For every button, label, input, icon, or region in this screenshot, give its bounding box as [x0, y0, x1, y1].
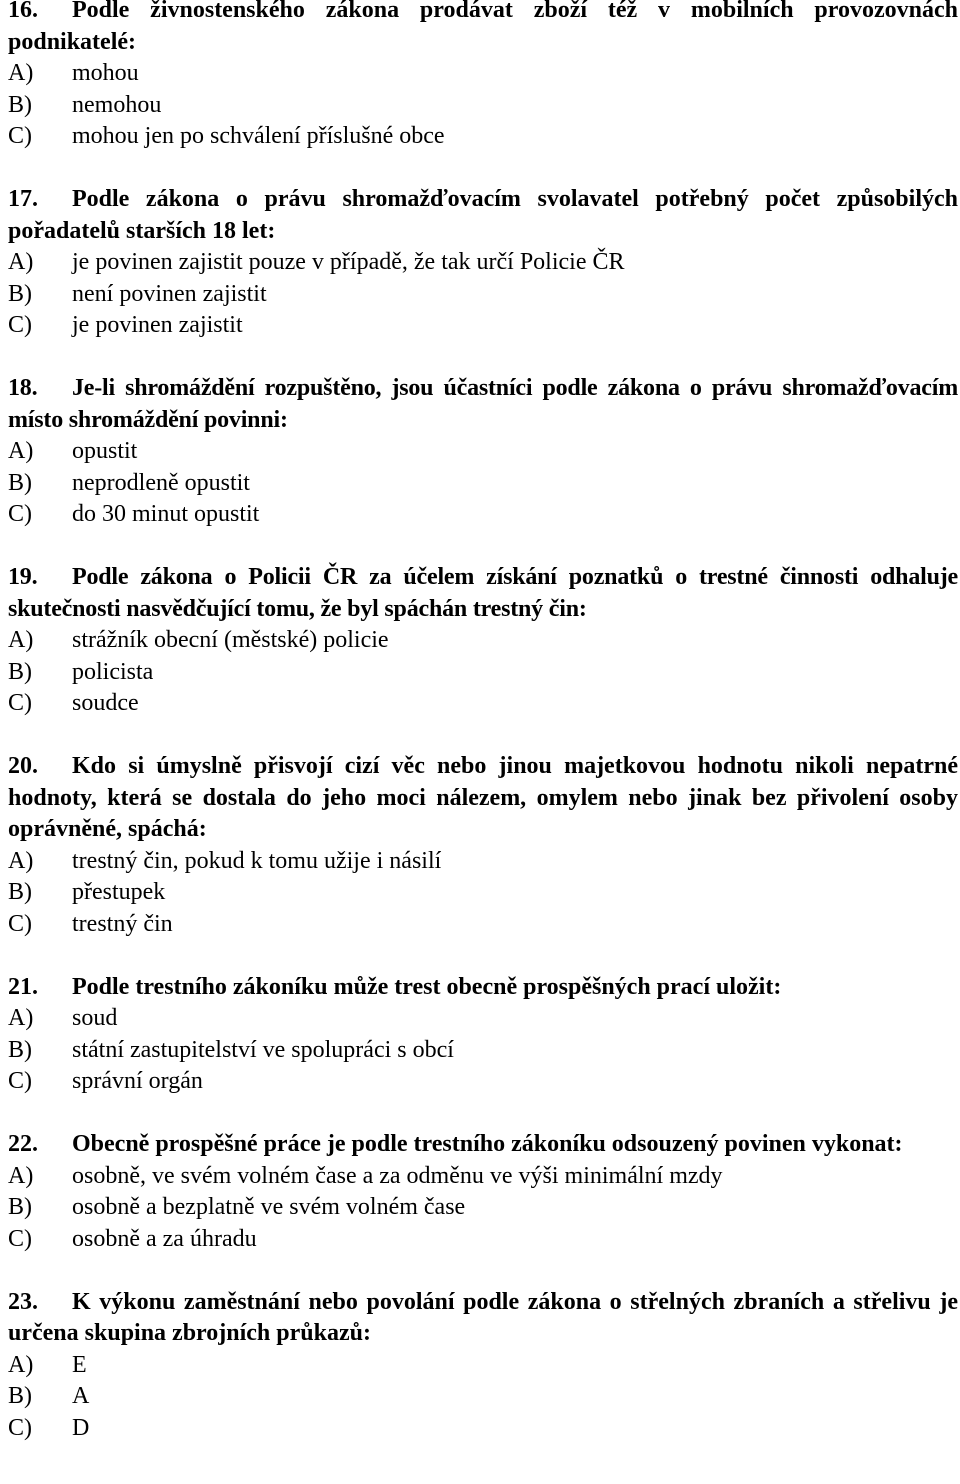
option-text: soud — [72, 1005, 118, 1031]
question-22 — [8, 1129, 958, 1255]
option-letter: B) — [8, 1383, 32, 1409]
answer-option — [8, 657, 958, 689]
question-16 — [8, 0, 958, 153]
option-letter: C) — [8, 1225, 32, 1252]
option-letter: B) — [8, 280, 32, 307]
answer-option — [8, 279, 958, 311]
option-text: D — [72, 1414, 90, 1441]
option-text: trestný čin, pokud k tomu užije i násilí — [72, 847, 442, 874]
answer-option — [8, 247, 958, 279]
option-letter: A) — [8, 1162, 34, 1189]
answer-option — [8, 90, 958, 122]
option-letter: B) — [8, 469, 32, 496]
question-text: Je-li shromáždění rozpuštěno, jsou účastníci podle zákona o právu shromažďovacím místo shromáždění povinni: — [8, 375, 958, 433]
option-letter: C) — [8, 501, 32, 527]
option-letter: C) — [8, 1068, 32, 1094]
answer-option — [8, 688, 958, 720]
question-number: 17. — [8, 186, 38, 212]
option-letter: C) — [8, 123, 32, 149]
option-letter: B) — [8, 879, 32, 905]
option-text: policista — [72, 658, 154, 685]
answer-option — [8, 499, 958, 531]
question-17 — [8, 184, 958, 342]
option-text: osobně a bezplatně ve svém volném čase — [72, 1194, 466, 1220]
option-text: mohou jen po schválení příslušné obce — [72, 123, 445, 149]
option-text: A — [72, 1383, 90, 1409]
option-text: neprodleně opustit — [72, 469, 250, 496]
answer-option — [8, 1381, 958, 1413]
option-letter: A) — [8, 847, 34, 874]
option-text: je povinen zajistit — [72, 312, 243, 338]
answer-option — [8, 468, 958, 500]
answer-option — [8, 877, 958, 909]
question-number: 23. — [8, 1288, 38, 1315]
question-23 — [8, 1287, 958, 1445]
option-text: soudce — [72, 690, 139, 716]
answer-option — [8, 1161, 958, 1193]
question-number: 22. — [8, 1131, 38, 1157]
question-number: 19. — [8, 564, 38, 590]
question-heading — [8, 373, 958, 436]
answer-option — [8, 58, 958, 90]
answer-option — [8, 121, 958, 153]
question-text: Podle zákona o právu shromažďovacím svolavatel potřebný počet způsobilých pořadatelů starších 18 let: — [8, 186, 958, 244]
answer-option — [8, 909, 958, 941]
option-letter: A) — [8, 438, 34, 464]
question-20 — [8, 751, 958, 940]
option-text: státní zastupitelství ve spolupráci s obcí — [72, 1036, 454, 1063]
option-text: opustit — [72, 438, 138, 464]
option-text: osobně, ve svém volném čase a za odměnu ve výši minimální mzdy — [72, 1162, 723, 1189]
question-number: 16. — [8, 0, 38, 23]
option-text: osobně a za úhradu — [72, 1225, 257, 1252]
option-letter: B) — [8, 1194, 32, 1220]
question-number: 18. — [8, 375, 38, 401]
question-18 — [8, 373, 958, 531]
option-text: není povinen zajistit — [72, 280, 267, 307]
option-text: správní orgán — [72, 1068, 203, 1094]
question-text: K výkonu zaměstnání nebo povolání podle zákona o střelných zbraních a střelivu je určena skupina zbrojních průkazů: — [8, 1288, 958, 1346]
option-text: přestupek — [72, 879, 166, 905]
answer-option — [8, 1035, 958, 1067]
answer-option — [8, 1413, 958, 1445]
option-text: do 30 minut opustit — [72, 501, 260, 527]
answer-option — [8, 846, 958, 878]
option-text: mohou — [72, 60, 139, 86]
answer-option — [8, 1003, 958, 1035]
question-heading — [8, 184, 958, 247]
option-text: nemohou — [72, 91, 162, 118]
option-letter: C) — [8, 690, 32, 716]
option-letter: B) — [8, 91, 32, 118]
answer-option — [8, 310, 958, 342]
answer-option — [8, 1066, 958, 1098]
answer-option — [8, 625, 958, 657]
option-letter: B) — [8, 658, 32, 685]
answer-option — [8, 1224, 958, 1256]
question-heading — [8, 751, 958, 846]
question-text: Podle trestního zákoníku může trest obecně prospěšných prací uložit: — [72, 973, 782, 1000]
question-number: 21. — [8, 973, 38, 1000]
option-letter: A) — [8, 1351, 34, 1378]
option-letter: B) — [8, 1036, 32, 1063]
question-number: 20. — [8, 753, 38, 779]
question-heading — [8, 1129, 958, 1161]
question-19 — [8, 562, 958, 720]
option-letter: C) — [8, 1414, 32, 1441]
option-text: strážník obecní (městské) policie — [72, 627, 389, 653]
option-letter: A) — [8, 249, 34, 275]
question-heading — [8, 562, 958, 625]
question-text: Obecně prospěšné práce je podle trestního zákoníku odsouzený povinen vykonat: — [72, 1131, 903, 1157]
option-letter: A) — [8, 60, 34, 86]
option-letter: A) — [8, 627, 34, 653]
question-text: Podle živnostenského zákona prodávat zboží též v mobilních provozovnách podnikatelé: — [8, 0, 958, 55]
question-21 — [8, 972, 958, 1098]
option-text: je povinen zajistit pouze v případě, že tak určí Policie ČR — [72, 249, 625, 275]
option-text: trestný čin — [72, 910, 173, 937]
answer-option — [8, 1192, 958, 1224]
option-letter: C) — [8, 910, 32, 937]
answer-option — [8, 1350, 958, 1382]
option-letter: A) — [8, 1005, 34, 1031]
question-heading — [8, 972, 958, 1004]
answer-option — [8, 436, 958, 468]
question-heading — [8, 1287, 958, 1350]
question-heading — [8, 0, 958, 58]
option-text: E — [72, 1351, 87, 1378]
question-text: Kdo si úmyslně přisvojí cizí věc nebo jinou majetkovou hodnotu nikoli nepatrné hodnoty, která se dostala do jeho moci nálezem, omylem nebo jinak bez přivolení osoby oprávněné, spáchá: — [8, 753, 958, 842]
option-letter: C) — [8, 312, 32, 338]
document-page — [8, 0, 958, 1476]
question-text: Podle zákona o Policii ČR za účelem získání poznatků o trestné činnosti odhaluje skutečnosti nasvědčující tomu, že byl spáchán trestný čin: — [8, 564, 958, 622]
